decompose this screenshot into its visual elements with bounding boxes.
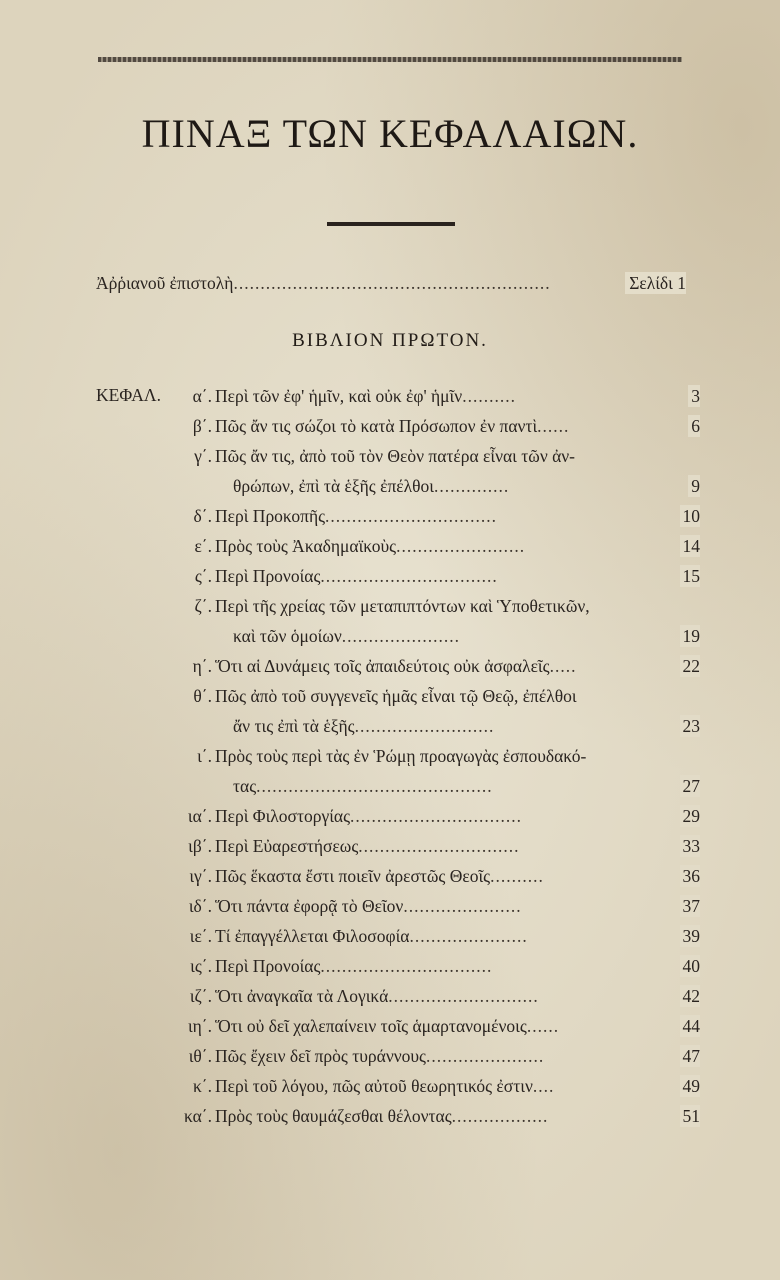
chapter-title-line	[215, 415, 686, 437]
dot-leaders: ..................	[451, 1106, 549, 1126]
dot-leaders: ......................	[403, 896, 522, 916]
chapter-title-text: Πῶς ἄν τις, ἀπὸ τοῦ τὸν Θεὸν πατέρα εἶναι τῶν ἀν-	[215, 446, 576, 466]
chapter-number: ιη΄.	[187, 1016, 212, 1036]
chapter-page-number: 23	[680, 715, 701, 737]
chapter-title-line	[215, 1015, 686, 1037]
chapter-title-line	[233, 775, 686, 797]
chapter-title-line	[215, 385, 686, 407]
chapter-page-number: 39	[680, 925, 701, 947]
chapter-page-number: 40	[680, 955, 701, 977]
preface-page-number: 1	[677, 273, 686, 293]
chapter-title-text: Περὶ Εὐαρεστήσεως	[215, 836, 359, 856]
page-title: ΠΙΝΑΞ ΤΩΝ ΚΕΦΑΛΑΙΩΝ.	[141, 111, 639, 156]
chapter-title-text: Περὶ Προνοίας	[215, 566, 321, 586]
dot-leaders: ..........	[490, 866, 544, 886]
chapter-number: ιδ΄.	[188, 896, 212, 916]
chapter-number: ε΄.	[194, 536, 212, 556]
title-divider	[327, 222, 455, 226]
chapter-page-number: 36	[680, 865, 701, 887]
chapter-title-line	[215, 565, 686, 587]
chapter-title-line	[215, 1105, 686, 1127]
dot-leaders: .....	[549, 656, 577, 676]
dot-leaders: ......................	[341, 626, 461, 646]
chapter-page-number: 6	[688, 415, 700, 437]
chapter-title-text: Πρὸς τοὺς θαυμάζεσθαι θέλοντας	[215, 1106, 452, 1126]
chapter-number: α΄.	[192, 386, 212, 406]
dot-leaders: ........................	[396, 536, 526, 556]
chapter-number: ια΄.	[187, 806, 212, 826]
chapter-number: ιθ΄.	[188, 1046, 212, 1066]
chapter-number: η΄.	[192, 656, 212, 676]
dot-leaders: ......................	[426, 1046, 545, 1066]
chapter-title-text: Πῶς ἔχειν δεῖ πρὸς τυράννους	[215, 1046, 426, 1066]
chapter-title-text: Πῶς ἀπὸ τοῦ συγγενεῖς ἡμᾶς εἶναι τῷ Θεῷ, ἐπέλθοι	[215, 686, 577, 706]
ornamental-top-rule	[98, 57, 682, 62]
preface-leaders: ...........................................................	[233, 273, 551, 293]
chapter-title-line	[215, 805, 686, 827]
dot-leaders: ..............................	[358, 836, 520, 856]
chapter-title-text: Πῶς ἕκαστα ἔστι ποιεῖν ἀρεστῶς Θεοῖς	[215, 866, 491, 886]
chapter-page-number: 15	[680, 565, 701, 587]
chapter-page-number: 3	[688, 385, 700, 407]
chapter-title-line	[233, 625, 686, 647]
chapter-number: κ΄.	[192, 1076, 212, 1096]
chapter-number: ς΄.	[194, 566, 212, 586]
chapter-title-line	[215, 925, 686, 947]
chapter-number: ιε΄.	[189, 926, 212, 946]
chapter-title-text: Περὶ τοῦ λόγου, πῶς αὐτοῦ θεωρητικός ἐστιν	[215, 1076, 533, 1096]
preface-page-label: Σελίδι	[629, 273, 673, 293]
chapter-title-line	[215, 745, 686, 767]
chapter-number: ιζ΄.	[189, 986, 212, 1006]
chapter-title-text: Ὅτι ἀναγκαῖα τὰ Λογικά	[215, 986, 389, 1006]
chapter-title-line	[215, 835, 686, 857]
chapter-page-number: 22	[680, 655, 701, 677]
chapter-number: β΄.	[192, 416, 212, 436]
chapter-title-text: ἄν τις ἐπὶ τὰ ἑξῆς	[233, 716, 355, 736]
chapter-page-number: 10	[680, 505, 701, 527]
dot-leaders: ......	[526, 1016, 560, 1036]
chapter-title-text: Περὶ Φιλοστοργίας	[215, 806, 351, 826]
chapter-title-line	[215, 955, 686, 977]
chapter-title-text: Περὶ τῆς χρείας τῶν μεταπιπτόντων καὶ Ὑποθετικῶν,	[215, 596, 590, 616]
chapter-title-line	[215, 595, 686, 617]
preface-entry	[96, 272, 686, 294]
chapter-page-number: 19	[680, 625, 701, 647]
chapter-page-number: 37	[680, 895, 701, 917]
chapter-title-text: Πῶς ἄν τις σώζοι τὸ κατὰ Πρόσωπον ἐν παντὶ	[215, 416, 538, 436]
chapter-page-number: 42	[680, 985, 701, 1007]
chapter-title-line	[215, 505, 686, 527]
chapter-title-text: Πρὸς τοὺς περὶ τὰς ἐν Ῥώμῃ προαγωγὰς ἐσπουδακό-	[215, 746, 587, 766]
chapter-title-line	[215, 865, 686, 887]
chapter-title-line	[233, 475, 686, 497]
chapter-title-text: θρώπων, ἐπὶ τὰ ἑξῆς ἐπέλθοι	[233, 476, 434, 496]
chapter-title-line	[215, 895, 686, 917]
chapter-title-line	[215, 535, 686, 557]
chapter-number: θ΄.	[193, 686, 212, 706]
chapter-page-number: 29	[680, 805, 701, 827]
chapter-number: ζ΄.	[194, 596, 212, 616]
chapter-title-text: Ὅτι οὐ δεῖ χαλεπαίνειν τοῖς ἁμαρτανομένοις	[215, 1016, 527, 1036]
chapter-number: ις΄.	[190, 956, 212, 976]
chapter-number: κα΄.	[183, 1106, 212, 1126]
dot-leaders: ....	[532, 1076, 555, 1096]
chapter-title-line	[215, 445, 686, 467]
chapter-page-number: 14	[680, 535, 701, 557]
chapter-number: δ΄.	[193, 506, 212, 526]
chapter-title-text: καὶ τῶν ὁμοίων	[233, 626, 342, 646]
chapter-number: ιγ΄.	[189, 866, 212, 886]
chapter-title-text: Περὶ τῶν ἐφ' ἡμῖν, καὶ οὐκ ἐφ' ἡμῖν	[215, 386, 463, 406]
chapter-page-number: 49	[680, 1075, 701, 1097]
chapter-page-number: 9	[688, 475, 700, 497]
dot-leaders: ................................	[325, 506, 498, 526]
chapter-title-line	[215, 655, 686, 677]
dot-leaders: ................................	[350, 806, 523, 826]
dot-leaders: ..............	[433, 476, 510, 496]
preface-page-ref	[625, 272, 686, 294]
chapter-page-number: 44	[680, 1015, 701, 1037]
dot-leaders: ......................	[409, 926, 528, 946]
book-heading: ΒΙΒΛΙΟΝ ΠΡΩΤΟΝ.	[292, 330, 488, 351]
dot-leaders: ................................	[320, 956, 493, 976]
preface-title: Ἀῤῥιανοῦ ἐπιστολὴ	[96, 273, 234, 293]
chapter-page-number: 51	[680, 1105, 701, 1127]
chapter-title-text: Ὅτι αἱ Δυνάμεις τοῖς ἀπαιδεύτοις οὐκ ἀσφαλεῖς	[215, 656, 550, 676]
chapter-title-text: Περὶ Προκοπῆς	[215, 506, 326, 526]
chapter-title-text: Τί ἐπαγγέλλεται Φιλοσοφία	[215, 926, 410, 946]
chapter-title-line	[233, 715, 686, 737]
chapter-page-number: 33	[680, 835, 701, 857]
chapter-title-text: Ὅτι πάντα ἐφορᾷ τὸ Θεῖον	[215, 896, 404, 916]
chapter-number: γ΄.	[194, 446, 212, 466]
dot-leaders: ..........................	[354, 716, 495, 736]
dot-leaders: ..........	[462, 386, 516, 406]
chapter-number: ιβ΄.	[188, 836, 212, 856]
chapter-title-line	[215, 1045, 686, 1067]
chapter-title-line	[215, 685, 686, 707]
chapter-title-line	[215, 1075, 686, 1097]
chapter-title-text: τας	[233, 776, 257, 796]
chapter-prefix: ΚΕΦΑΛ.	[96, 385, 161, 405]
dot-leaders: ............................................	[256, 776, 493, 796]
dot-leaders: ............................	[388, 986, 539, 1006]
chapter-title-line	[215, 985, 686, 1007]
dot-leaders: ......	[537, 416, 570, 436]
chapter-title-text: Πρὸς τοὺς Ἀκαδημαϊκοὺς	[215, 536, 397, 556]
dot-leaders: .................................	[320, 566, 498, 586]
chapter-title-text: Περὶ Προνοίας	[215, 956, 321, 976]
chapter-page-number: 47	[680, 1045, 701, 1067]
chapter-number: ι΄.	[197, 746, 212, 766]
chapter-page-number: 27	[680, 775, 701, 797]
